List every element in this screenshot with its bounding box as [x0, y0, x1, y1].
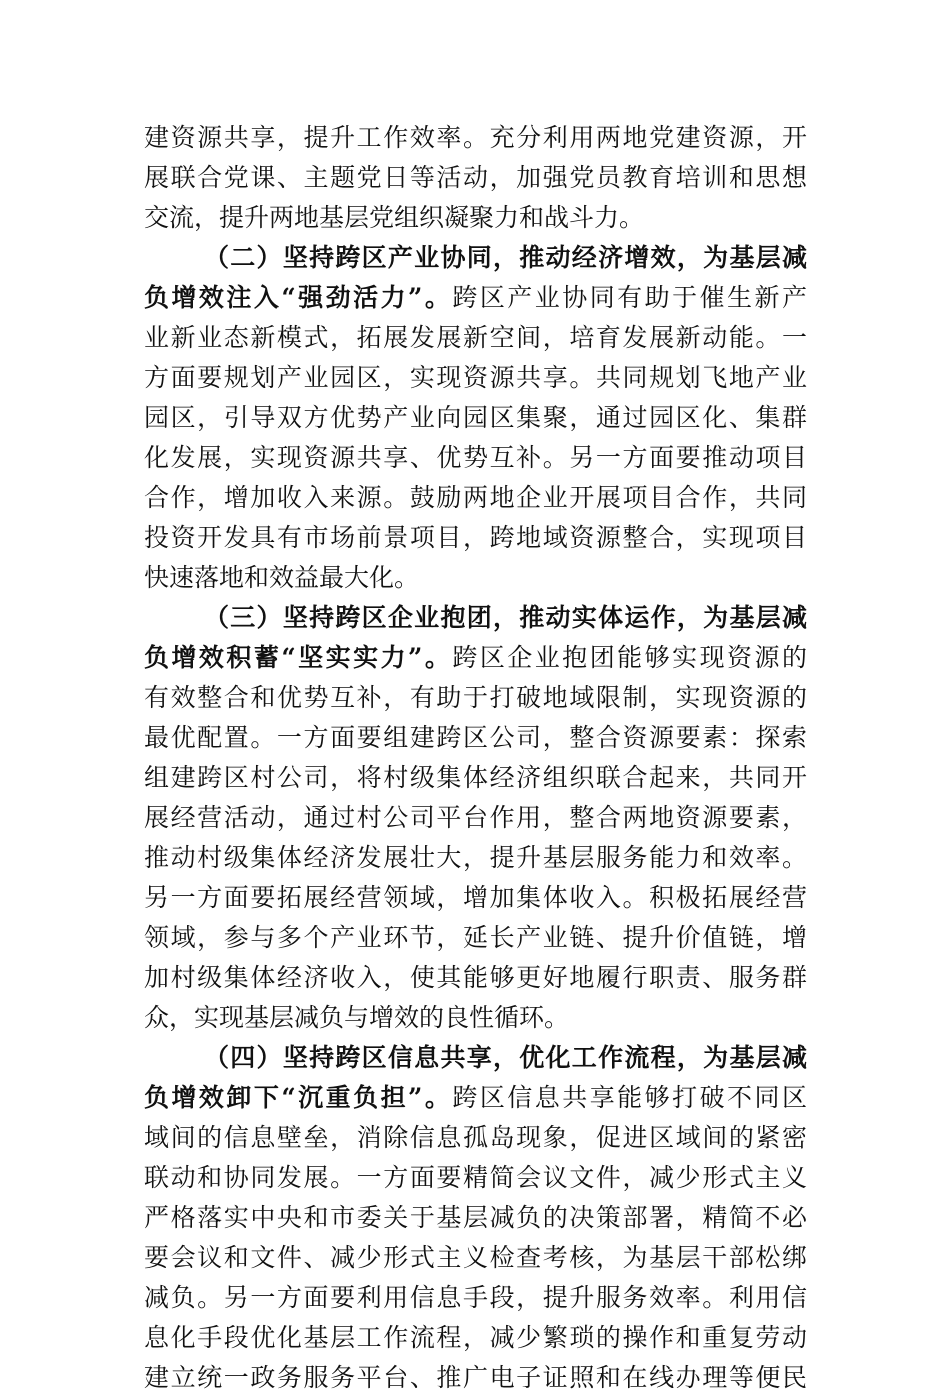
text-line: 业新业态新模式，拓展发展新空间，培育发展新动能。一 — [144, 323, 807, 352]
section-heading-line: 负增效注入“强劲活力”。跨区产业协同有助于催生新产 — [144, 283, 807, 312]
text-line: 展联合党课、主题党日等活动，加强党员教育培训和思想 — [144, 163, 807, 192]
text-line: 建立统一政务服务平台、推广电子证照和在线办理等便民 — [144, 1363, 807, 1392]
text-line: 严格落实中央和市委关于基层减负的决策部署，精简不必 — [144, 1203, 807, 1232]
text-line: 快速落地和效益最大化。 — [144, 563, 420, 592]
text-line: 另一方面要拓展经营领域，增加集体收入。积极拓展经营 — [144, 883, 807, 912]
text-line: 交流，提升两地基层党组织凝聚力和战斗力。 — [144, 203, 645, 232]
section-heading-line: 负增效积蓄“坚实实力”。跨区企业抱团能够实现资源的 — [144, 643, 807, 672]
text-line: 组建跨区村公司，将村级集体经济组织联合起来，共同开 — [144, 763, 807, 792]
section-heading-line: （四）坚持跨区信息共享，优化工作流程，为基层减 — [204, 1043, 807, 1072]
text-line: 展经营活动，通过村公司平台作用，整合两地资源要素， — [144, 803, 807, 832]
document-body — [144, 118, 807, 1398]
text-line: 领域，参与多个产业环节，延长产业链、提升价值链，增 — [144, 923, 807, 952]
text-line: 方面要规划产业园区，实现资源共享。共同规划飞地产业 — [144, 363, 807, 392]
text-line: 合作，增加收入来源。鼓励两地企业开展项目合作，共同 — [144, 483, 807, 512]
text-line: 减负。另一方面要利用信息手段，提升服务效率。利用信 — [144, 1283, 807, 1312]
section-heading-line: （三）坚持跨区企业抱团，推动实体运作，为基层减 — [204, 603, 807, 632]
text-line: 建资源共享，提升工作效率。充分利用两地党建资源，开 — [144, 123, 807, 152]
text-line: 投资开发具有市场前景项目，跨地域资源整合，实现项目 — [144, 523, 807, 552]
text-line: 要会议和文件、减少形式主义检查考核，为基层干部松绑 — [144, 1243, 807, 1272]
text-line: 推动村级集体经济发展壮大，提升基层服务能力和效率。 — [144, 843, 807, 872]
text-line: 化发展，实现资源共享、优势互补。另一方面要推动项目 — [144, 443, 807, 472]
text-line: 有效整合和优势互补，有助于打破地域限制，实现资源的 — [144, 683, 807, 712]
section-heading-line: （二）坚持跨区产业协同，推动经济增效，为基层减 — [204, 243, 807, 272]
text-line: 联动和协同发展。一方面要精简会议文件，减少形式主义 — [144, 1163, 807, 1192]
text-line: 最优配置。一方面要组建跨区公司，整合资源要素：探索 — [144, 723, 807, 752]
text-line: 园区，引导双方优势产业向园区集聚，通过园区化、集群 — [144, 403, 807, 432]
text-line: 加村级集体经济收入，使其能够更好地履行职责、服务群 — [144, 963, 807, 992]
text-line: 息化手段优化基层工作流程，减少繁琐的操作和重复劳动 — [144, 1323, 807, 1352]
text-line: 众，实现基层减负与增效的良性循环。 — [144, 1003, 570, 1032]
section-heading-line: 负增效卸下“沉重负担”。跨区信息共享能够打破不同区 — [144, 1083, 807, 1112]
text-line: 域间的信息壁垒，消除信息孤岛现象，促进区域间的紧密 — [144, 1123, 807, 1152]
